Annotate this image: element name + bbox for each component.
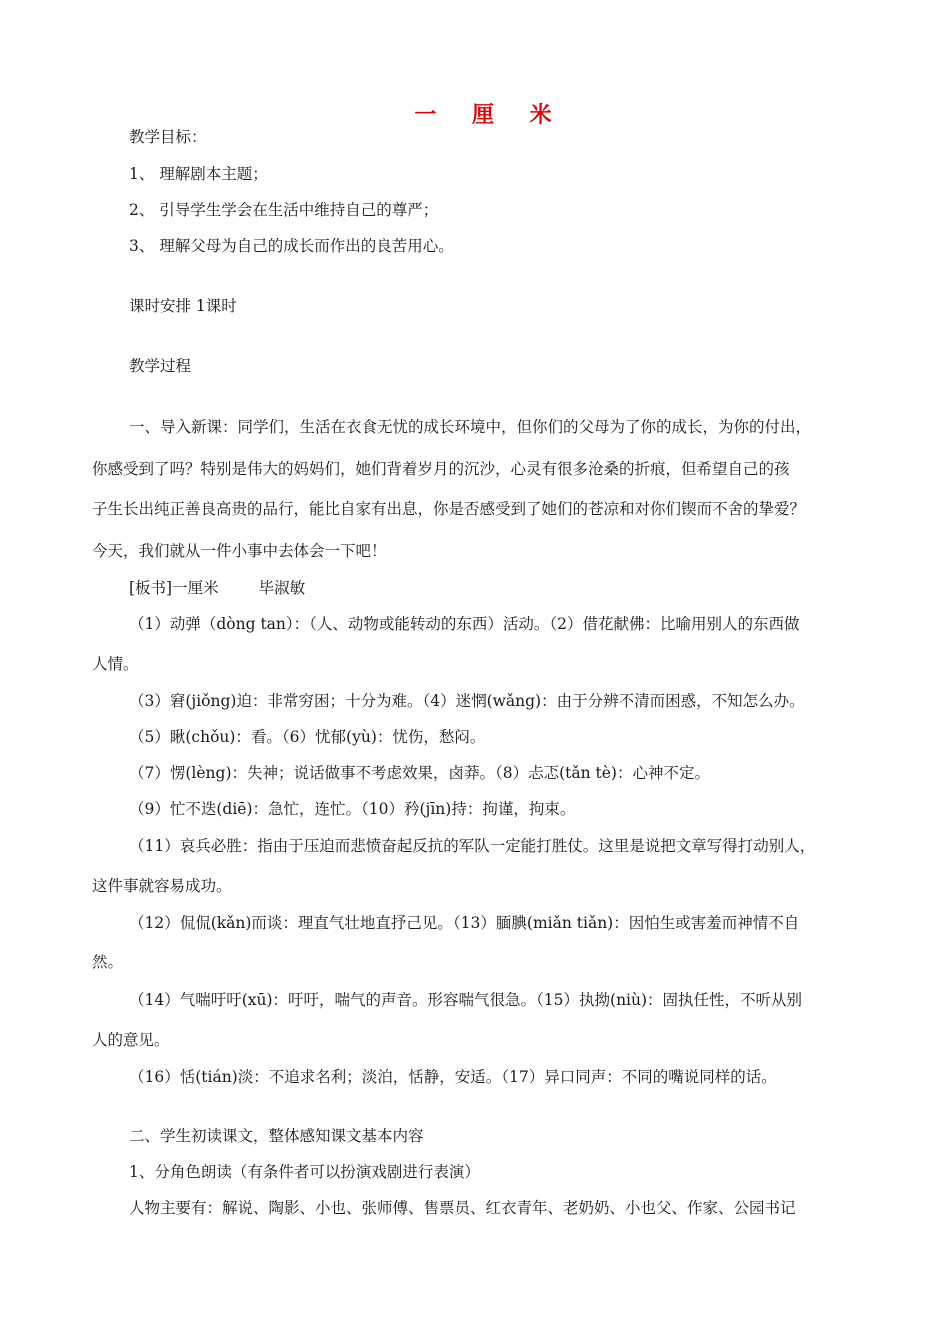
page-title: 一 厘 米 (414, 102, 566, 128)
section2-heading: 二、学生初读课文，整体感知课文基本内容 (129, 1127, 424, 1145)
vocab-line: （3）窘(jiǒng)迫：非常穷困；十分为难。（4）迷惘(wǎng)：由于分辨不清而困惑，不知怎么办。 (129, 692, 805, 710)
schedule-text: 课时安排 1课时 (129, 297, 237, 315)
vocab-line: （1）动弹（dòng tan）：（人、动物或能转动的东西）活动。（2）借花献佛：比喻用别人的东西做 (129, 615, 800, 633)
vocab-line: （14）气喘吁吁(xū)：吁吁，喘气的声音。形容喘气很急。（15）执拗(niù)：固执任性，不听从别 (129, 991, 803, 1009)
vocab-line: 然。 (92, 953, 124, 971)
board-label: [板书]一厘米 (129, 579, 219, 597)
vocab-line: （16）恬(tián)淡：不追求名利；淡泊，恬静，安适。（17）异口同声：不同的嘴说同样的话。 (129, 1068, 777, 1086)
objective-item: 1、 理解剧本主题； (129, 165, 268, 183)
vocab-line: 这件事就容易成功。 (92, 877, 232, 895)
intro-line: 一、导入新课：同学们，生活在衣食无忧的成长环境中，但你们的父母为了你的成长，为你的付出， (129, 418, 812, 436)
characters-line: 人物主要有：解说、陶影、小也、张师傅、售票员、红衣青年、老奶奶、小也父、作家、公园书记 (129, 1199, 796, 1217)
vocab-line: （7）愣(lèng)：失神；说话做事不考虑效果，卤莽。（8）忐忑(tǎn tè)：心神不定。 (129, 764, 710, 782)
intro-line: 你感受到了吗？特别是伟大的妈妈们，她们背着岁月的沉沙，心灵有很多沧桑的折痕，但希望自己的孩 (92, 460, 790, 478)
board-author: 毕淑敏 (258, 579, 306, 597)
process-heading: 教学过程 (129, 357, 192, 375)
intro-line: 今天，我们就从一件小事中去体会一下吧！ (92, 542, 387, 560)
objectives-heading: 教学目标： (129, 128, 207, 146)
section2-item: 1、分角色朗读（有条件者可以扮演戏剧进行表演） (129, 1163, 480, 1181)
objective-item: 3、 理解父母为自己的成长而作出的良苦用心。 (129, 237, 454, 255)
board-line (129, 578, 305, 598)
vocab-line: （5）瞅(chǒu)：看。（6）忧郁(yù)：忧伤，愁闷。 (129, 728, 486, 746)
vocab-line: 人的意见。 (92, 1031, 170, 1049)
objective-item: 2、 引导学生学会在生活中维持自己的尊严； (129, 201, 439, 219)
vocab-line: （12）侃侃(kǎn)而谈：理直气壮地直抒己见。（13）腼腆(miǎn tiǎn)：因怕生或害羞而神情不自 (129, 914, 800, 932)
vocab-line: （11）哀兵必胜：指由于压迫而悲愤奋起反抗的军队一定能打胜仗。这里是说把文章写得打动别人， (129, 837, 816, 855)
vocab-line: （9）忙不迭(diē)：急忙，连忙。（10）矜(jīn)持：拘谨，拘束。 (129, 800, 576, 818)
vocab-line: 人情。 (92, 655, 139, 673)
intro-line: 子生长出纯正善良高贵的品行，能比自家有出息，你是否感受到了她们的苍凉和对你们锲而不舍的挚爱？ (92, 500, 806, 518)
